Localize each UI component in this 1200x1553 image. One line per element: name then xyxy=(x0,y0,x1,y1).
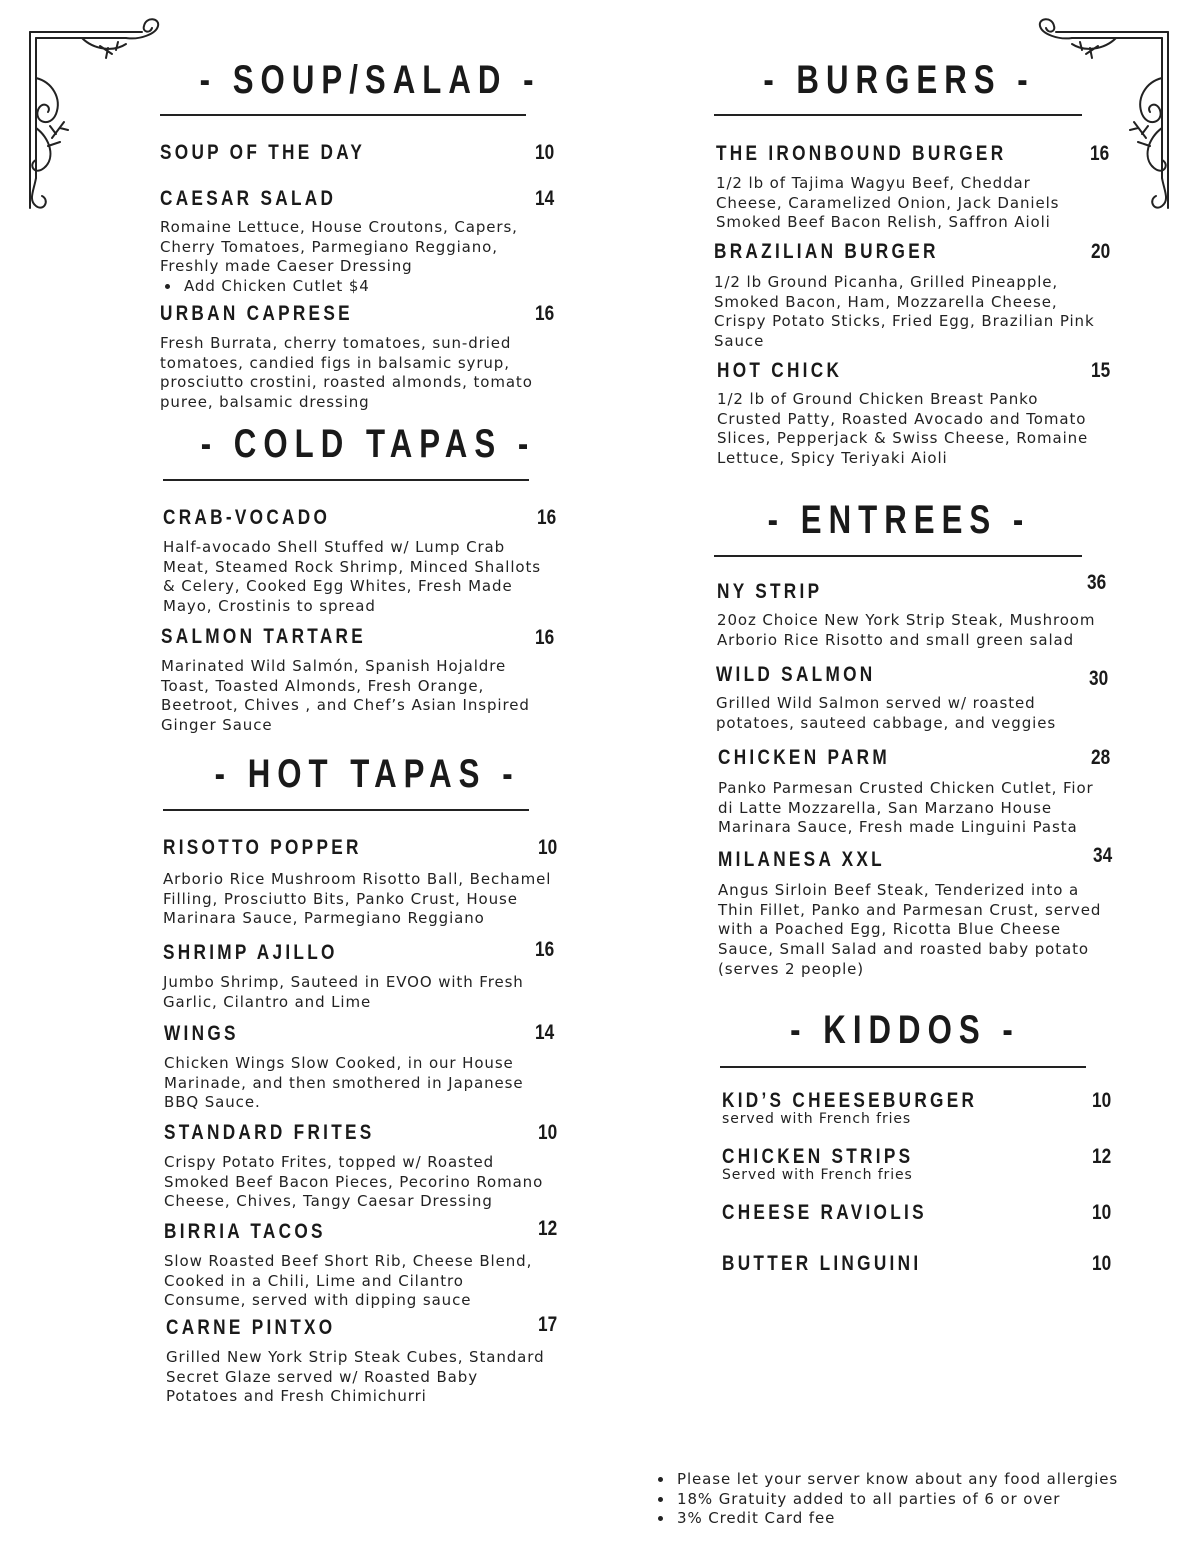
corner-ornament-left-icon xyxy=(22,18,164,213)
menu-item-name: HOT CHICK xyxy=(717,359,843,382)
note-item: 3% Credit Card fee xyxy=(653,1509,1118,1529)
menu-item-name: CHICKEN PARM xyxy=(718,746,891,769)
section-title-soup-salad: - SOUP/SALAD - xyxy=(199,58,541,102)
menu-item-description: Angus Sirloin Beef Steak, Tenderized into a Thin Fillet, Panko and Parmesan Crust, served with a Poached Egg, Ricotta Blue Cheese Sauce, Small Salad and roasted baby potato (serves 2 people) xyxy=(718,881,1102,978)
menu-item-price: 15 xyxy=(1091,359,1111,382)
menu-item-name: KID’S CHEESEBURGER xyxy=(722,1089,978,1112)
menu-item-price: 12 xyxy=(1092,1145,1112,1168)
menu-item-price: 34 xyxy=(1093,844,1113,867)
menu-item-price: 10 xyxy=(535,141,555,164)
menu-item-name: CAESAR SALAD xyxy=(160,187,337,210)
menu-item-price: 16 xyxy=(535,626,555,649)
menu-item-name: RISOTTO POPPER xyxy=(163,836,362,859)
menu-item-description: Jumbo Shrimp, Sauteed in EVOO with Fresh Garlic, Cilantro and Lime xyxy=(163,973,524,1011)
menu-item-price: 17 xyxy=(538,1313,558,1336)
menu-item-description: 1/2 lb of Tajima Wagyu Beef, Cheddar Cheese, Caramelized Onion, Jack Daniels Smoked Beef Bacon Relish, Saffron Aioli xyxy=(716,174,1060,232)
menu-item-price: 16 xyxy=(1090,142,1110,165)
section-title-kiddos: - KIDDOS - xyxy=(790,1008,1020,1052)
menu-item-name: CHEESE RAVIOLIS xyxy=(722,1201,927,1224)
menu-item-price: 14 xyxy=(535,187,555,210)
menu-item-subtext: served with French fries xyxy=(722,1111,912,1127)
section-divider xyxy=(720,1066,1086,1068)
menu-item-description: Romaine Lettuce, House Croutons, Capers, Cherry Tomatoes, Parmegiano Reggiano, Freshly made Caeser Dressing xyxy=(160,218,518,276)
section-title-entrees: - ENTREES - xyxy=(767,498,1031,542)
menu-item-name: BUTTER LINGUINI xyxy=(722,1252,922,1275)
menu-item-description: Panko Parmesan Crusted Chicken Cutlet, Fior di Latte Mozzarella, San Marzano House Marinara Sauce, Fresh made Linguini Pasta xyxy=(718,779,1094,837)
menu-item-name: STANDARD FRITES xyxy=(164,1121,375,1144)
menu-item-price: 10 xyxy=(1092,1089,1112,1112)
note-item: Please let your server know about any food allergies xyxy=(653,1470,1118,1490)
add-on-item: Add Chicken Cutlet $4 xyxy=(160,277,370,297)
menu-item-description: Crispy Potato Frites, topped w/ Roasted Smoked Beef Bacon Pieces, Pecorino Romano Cheese, Chives, Tangy Caesar Dressing xyxy=(164,1153,544,1211)
menu-item-name: BIRRIA TACOS xyxy=(164,1220,326,1243)
menu-item-price: 14 xyxy=(535,1021,555,1044)
menu-item-name: CRAB-VOCADO xyxy=(163,506,331,529)
menu-item-description: Marinated Wild Salmón, Spanish Hojaldre Toast, Toasted Almonds, Fresh Orange, Beetroot, Chives , and Chef’s Asian Inspired Ginger Sauce xyxy=(161,657,530,735)
menu-item-description: Chicken Wings Slow Cooked, in our House Marinade, and then smothered in Japanese BBQ Sauce. xyxy=(164,1054,524,1112)
menu-item-price: 10 xyxy=(538,836,558,859)
menu-item-price: 10 xyxy=(1092,1201,1112,1224)
section-divider xyxy=(714,555,1082,557)
add-on-list xyxy=(160,277,370,297)
menu-item-name: THE IRONBOUND BURGER xyxy=(716,142,1007,165)
menu-item-name: MILANESA XXL xyxy=(718,848,885,871)
menu-item-name: SALMON TARTARE xyxy=(161,625,367,648)
menu-item-name: SHRIMP AJILLO xyxy=(163,941,338,964)
menu-item-price: 20 xyxy=(1091,240,1111,263)
menu-item-name: CHICKEN STRIPS xyxy=(722,1145,914,1168)
menu-item-name: WINGS xyxy=(164,1022,239,1045)
menu-item-price: 16 xyxy=(535,302,555,325)
menu-item-description: Fresh Burrata, cherry tomatoes, sun-dried tomatoes, candied figs in balsamic syrup, prosciutto crostini, roasted almonds, tomato puree, balsamic dressing xyxy=(160,334,533,412)
menu-item-price: 36 xyxy=(1087,571,1107,594)
menu-item-description: Grilled Wild Salmon served w/ roasted potatoes, sauteed cabbage, and veggies xyxy=(716,694,1057,732)
section-divider xyxy=(163,479,529,481)
menu-item-price: 12 xyxy=(538,1217,558,1240)
menu-item-price: 16 xyxy=(535,938,555,961)
menu-item-description: 1/2 lb of Ground Chicken Breast Panko Crusted Patty, Roasted Avocado and Tomato Slices, Pepperjack & Swiss Cheese, Romaine Lettuce, Spicy Teriyaki Aioli xyxy=(717,390,1089,468)
menu-item-name: SOUP OF THE DAY xyxy=(160,141,366,164)
menu-item-subtext: Served with French fries xyxy=(722,1167,913,1183)
section-divider xyxy=(160,114,526,116)
menu-item-name: BRAZILIAN BURGER xyxy=(714,240,939,263)
menu-item-name: URBAN CAPRESE xyxy=(160,302,353,325)
menu-item-description: Slow Roasted Beef Short Rib, Cheese Blend, Cooked in a Chili, Lime and Cilantro Consume, served with dipping sauce xyxy=(164,1252,533,1310)
menu-item-description: Half-avocado Shell Stuffed w/ Lump Crab Meat, Steamed Rock Shrimp, Minced Shallots & Celery, Cooked Egg Whites, Fresh Made Mayo, Crostinis to spread xyxy=(163,538,542,616)
menu-item-name: WILD SALMON xyxy=(716,663,876,686)
notes-list xyxy=(653,1470,1118,1529)
menu-item-price: 28 xyxy=(1091,746,1111,769)
menu-item-price: 16 xyxy=(537,506,557,529)
section-title-hot-tapas: - HOT TAPAS - xyxy=(214,752,520,796)
section-title-cold-tapas: - COLD TAPAS - xyxy=(200,422,536,466)
menu-item-description: Arborio Rice Mushroom Risotto Ball, Bechamel Filling, Prosciutto Bits, Panko Crust, House Marinara Sauce, Parmegiano Reggiano xyxy=(163,870,552,928)
menu-item-price: 10 xyxy=(1092,1252,1112,1275)
section-divider xyxy=(163,809,529,811)
section-divider xyxy=(714,114,1082,116)
note-item: 18% Gratuity added to all parties of 6 or over xyxy=(653,1490,1118,1510)
menu-item-price: 30 xyxy=(1089,667,1109,690)
section-title-burgers: - BURGERS - xyxy=(763,58,1035,102)
menu-item-description: Grilled New York Strip Steak Cubes, Standard Secret Glaze served w/ Roasted Baby Potatoes and Fresh Chimichurri xyxy=(166,1348,545,1406)
menu-item-description: 1/2 lb Ground Picanha, Grilled Pineapple, Smoked Bacon, Ham, Mozzarella Cheese, Crispy Potato Sticks, Fried Egg, Brazilian Pink Sauce xyxy=(714,273,1095,351)
menu-item-description: 20oz Choice New York Strip Steak, Mushroom Arborio Rice Risotto and small green salad xyxy=(717,611,1096,649)
menu-item-name: CARNE PINTXO xyxy=(166,1316,336,1339)
menu-item-price: 10 xyxy=(538,1121,558,1144)
menu-item-name: NY STRIP xyxy=(717,580,823,603)
